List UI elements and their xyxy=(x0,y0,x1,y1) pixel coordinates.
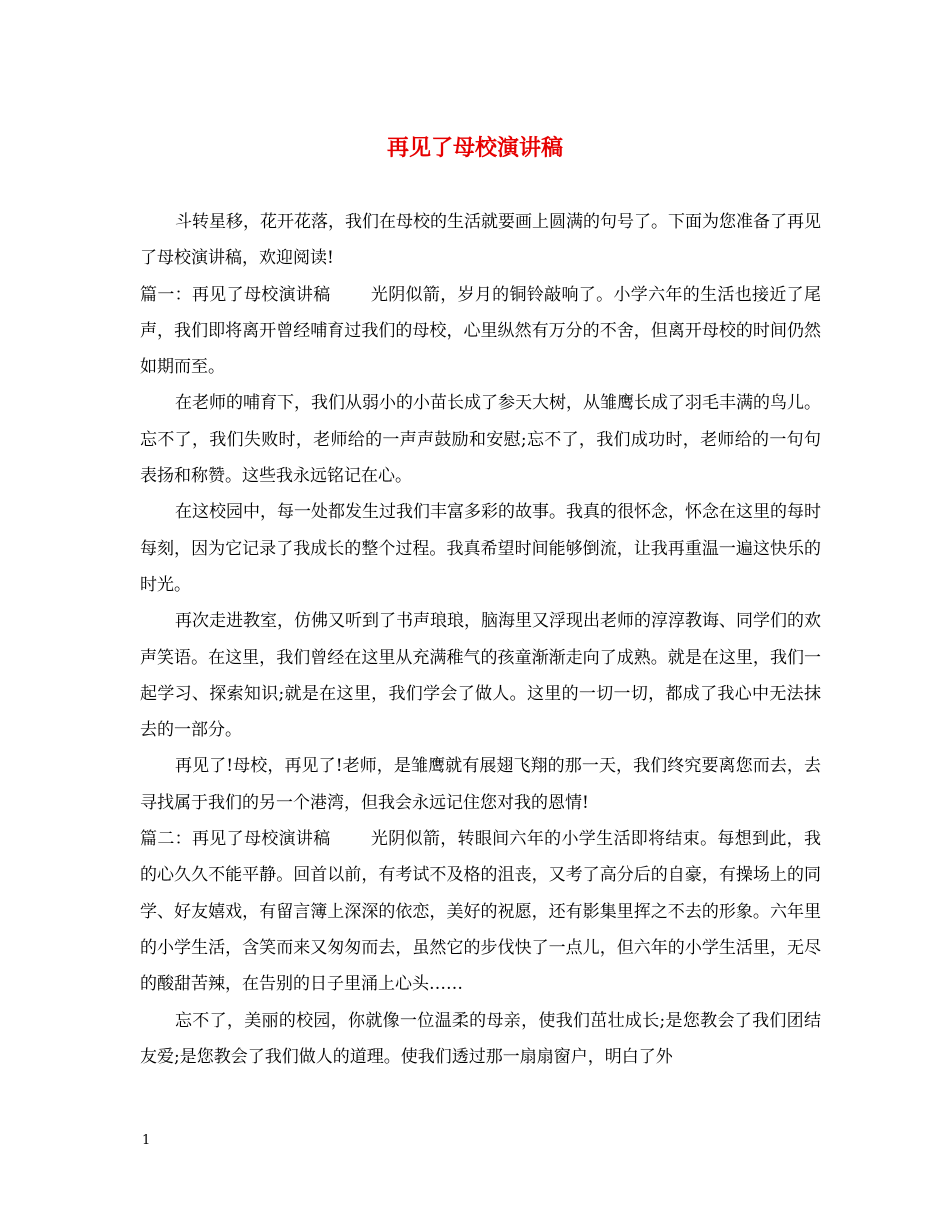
section-heading: 篇一：再见了母校演讲稿 xyxy=(140,284,331,305)
paragraph-text: 光阴似箭，岁月的铜铃敲响了。小学六年的生活也接近了尾声，我们即将离开曾经哺育过我们的母校，心里纵然有万分的不舍，但离开母校的时间仍然如期而至。 xyxy=(140,284,822,378)
paragraph xyxy=(140,385,821,494)
paragraph xyxy=(140,603,821,748)
paragraph xyxy=(140,277,821,386)
paragraph xyxy=(140,748,821,821)
paragraph-text: 再次走进教室，仿佛又听到了书声琅琅，脑海里又浮现出老师的淳淳教诲、同学们的欢声笑语。在这里，我们曾经在这里从充满稚气的孩童渐渐走向了成熟。就是在这里，我们一起学习、探索知识;就是在这里，我们学会了做人。这里的一切一切，都成了我心中无法抹去的一部分。 xyxy=(140,611,821,741)
paragraph-text: 斗转星移，花开花落，我们在母校的生活就要画上圆满的句号了。下面为您准备了再见了母校演讲稿，欢迎阅读! xyxy=(140,212,821,269)
section-heading: 篇二：再见了母校演讲稿 xyxy=(140,829,331,850)
document-body xyxy=(140,204,821,1075)
paragraph xyxy=(140,204,821,277)
paragraph xyxy=(140,821,821,1002)
document-title: 再见了母校演讲稿 xyxy=(386,135,563,161)
page-number: 1 xyxy=(142,1133,151,1148)
paragraph-text: 在老师的哺育下，我们从弱小的小苗长成了参天大树，从雏鹰长成了羽毛丰满的鸟儿。忘不了，我们失败时，老师给的一声声鼓励和安慰;忘不了，我们成功时，老师给的一句句表扬和称赞。这些我永远铭记在心。 xyxy=(140,393,821,487)
paragraph-text: 再见了!母校，再见了!老师，是雏鹰就有展翅飞翔的那一天，我们终究要离您而去，去寻找属于我们的另一个港湾，但我会永远记住您对我的恩情! xyxy=(140,756,821,813)
paragraph-text: 光阴似箭，转眼间六年的小学生活即将结束。每想到此，我的心久久不能平静。回首以前，有考试不及格的沮丧，又考了高分后的自豪，有操场上的同学、好友嬉戏，有留言簿上深深的依恋，美好的祝愿，还有影集里挥之不去的形象。六年里的小学生活，含笑而来又匆匆而去，虽然它的步伐快了一点儿，但六年的小学生活里，无尽的酸甜苦辣，在告别的日子里涌上心头…… xyxy=(140,829,822,995)
paragraph xyxy=(140,494,821,603)
paragraph xyxy=(140,1003,821,1076)
paragraph-text: 忘不了，美丽的校园，你就像一位温柔的母亲，使我们茁壮成长;是您教会了我们团结友爱;是您教会了我们做人的道理。使我们透过那一扇扇窗户，明白了外 xyxy=(140,1010,821,1067)
paragraph-text: 在这校园中，每一处都发生过我们丰富多彩的故事。我真的很怀念，怀念在这里的每时每刻，因为它记录了我成长的整个过程。我真希望时间能够倒流，让我再重温一遍这快乐的时光。 xyxy=(140,502,821,595)
